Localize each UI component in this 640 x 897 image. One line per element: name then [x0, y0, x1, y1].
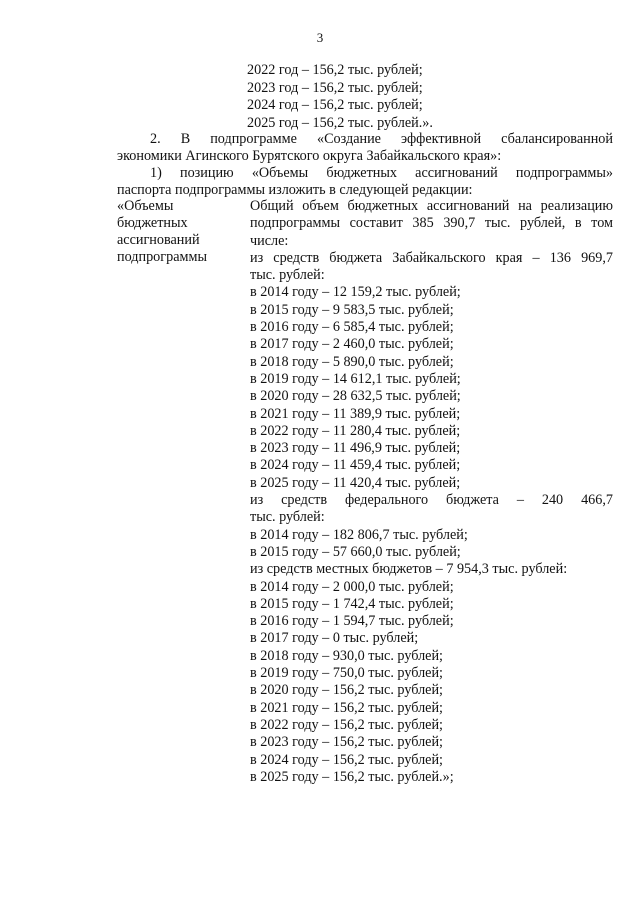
regional-year: в 2022 году – 11 280,4 тыс. рублей; [250, 422, 461, 439]
total-line: Общий объем бюджетных ассигнований на реализацию [250, 198, 613, 214]
regional-year: в 2014 году – 12 159,2 тыс. рублей; [250, 284, 461, 301]
local-year: в 2015 году – 1 742,4 тыс. рублей; [250, 595, 454, 612]
regional-year: в 2025 году – 11 420,4 тыс. рублей; [250, 474, 461, 491]
local-year: в 2014 году – 2 000,0 тыс. рублей; [250, 578, 454, 595]
section2-line2: экономики Агинского Бурятского округа Забайкальского края»: [117, 148, 502, 164]
table-left-column [117, 198, 237, 266]
table-right-column [250, 198, 613, 786]
item1-line2: паспорта подпрограммы изложить в следующей редакции: [117, 182, 473, 198]
local-year: в 2022 году – 156,2 тыс. рублей; [250, 716, 443, 733]
federal-heading-cont: тыс. рублей: [250, 509, 325, 526]
regional-heading: из средств бюджета Забайкальского края – 136 969,7 [250, 249, 613, 266]
local-year: в 2016 году – 1 594,7 тыс. рублей; [250, 613, 454, 630]
local-year: в 2021 году – 156,2 тыс. рублей; [250, 699, 443, 716]
federal-heading: из средств федерального бюджета – 240 466,7 [250, 492, 613, 509]
regional-year: в 2020 году – 28 632,5 тыс. рублей; [250, 388, 461, 405]
regional-year: в 2019 году – 14 612,1 тыс. рублей; [250, 370, 461, 387]
local-year: в 2025 году – 156,2 тыс. рублей.»; [250, 768, 454, 785]
regional-heading-cont: тыс. рублей: [250, 267, 325, 284]
total-line: подпрограммы составит 385 390,7 тыс. рублей, в том [250, 215, 613, 232]
left-label-line: ассигнований [117, 232, 200, 248]
local-year: в 2018 году – 930,0 тыс. рублей; [250, 647, 443, 664]
federal-year: в 2015 году – 57 660,0 тыс. рублей; [250, 543, 461, 560]
regional-year: в 2024 году – 11 459,4 тыс. рублей; [250, 457, 461, 474]
left-label-line: «Объемы [117, 198, 174, 214]
left-label-line: подпрограммы [117, 249, 207, 265]
year-line: 2025 год – 156,2 тыс. рублей.». [247, 114, 433, 131]
year-line: 2023 год – 156,2 тыс. рублей; [247, 79, 423, 96]
year-line: 2022 год – 156,2 тыс. рублей; [247, 62, 423, 78]
local-year: в 2017 году – 0 тыс. рублей; [250, 630, 419, 647]
year-line: 2024 год – 156,2 тыс. рублей; [247, 97, 423, 114]
section2-line1: 2. В подпрограмме «Создание эффективной сбалансированной [150, 131, 613, 147]
local-year: в 2019 году – 750,0 тыс. рублей; [250, 665, 443, 682]
regional-year: в 2016 году – 6 585,4 тыс. рублей; [250, 319, 454, 336]
local-year: в 2020 году – 156,2 тыс. рублей; [250, 682, 443, 699]
page-number: 3 [316, 30, 324, 45]
regional-year: в 2018 году – 5 890,0 тыс. рублей; [250, 353, 454, 370]
total-line: числе: [250, 232, 289, 249]
local-year: в 2024 году – 156,2 тыс. рублей; [250, 751, 443, 768]
item1-line1: 1) позицию «Объемы бюджетных ассигнований подпрограммы» [150, 165, 613, 181]
left-label-line: бюджетных [117, 215, 188, 231]
top-years-list [247, 62, 433, 132]
local-year: в 2023 году – 156,2 тыс. рублей; [250, 734, 443, 751]
federal-year: в 2014 году – 182 806,7 тыс. рублей; [250, 526, 468, 543]
local-heading: из средств местных бюджетов – 7 954,3 тыс. рублей: [250, 561, 568, 578]
regional-year: в 2023 году – 11 496,9 тыс. рублей; [250, 440, 461, 457]
regional-year: в 2021 году – 11 389,9 тыс. рублей; [250, 405, 461, 422]
regional-year: в 2015 году – 9 583,5 тыс. рублей; [250, 301, 454, 318]
regional-year: в 2017 году – 2 460,0 тыс. рублей; [250, 336, 454, 353]
